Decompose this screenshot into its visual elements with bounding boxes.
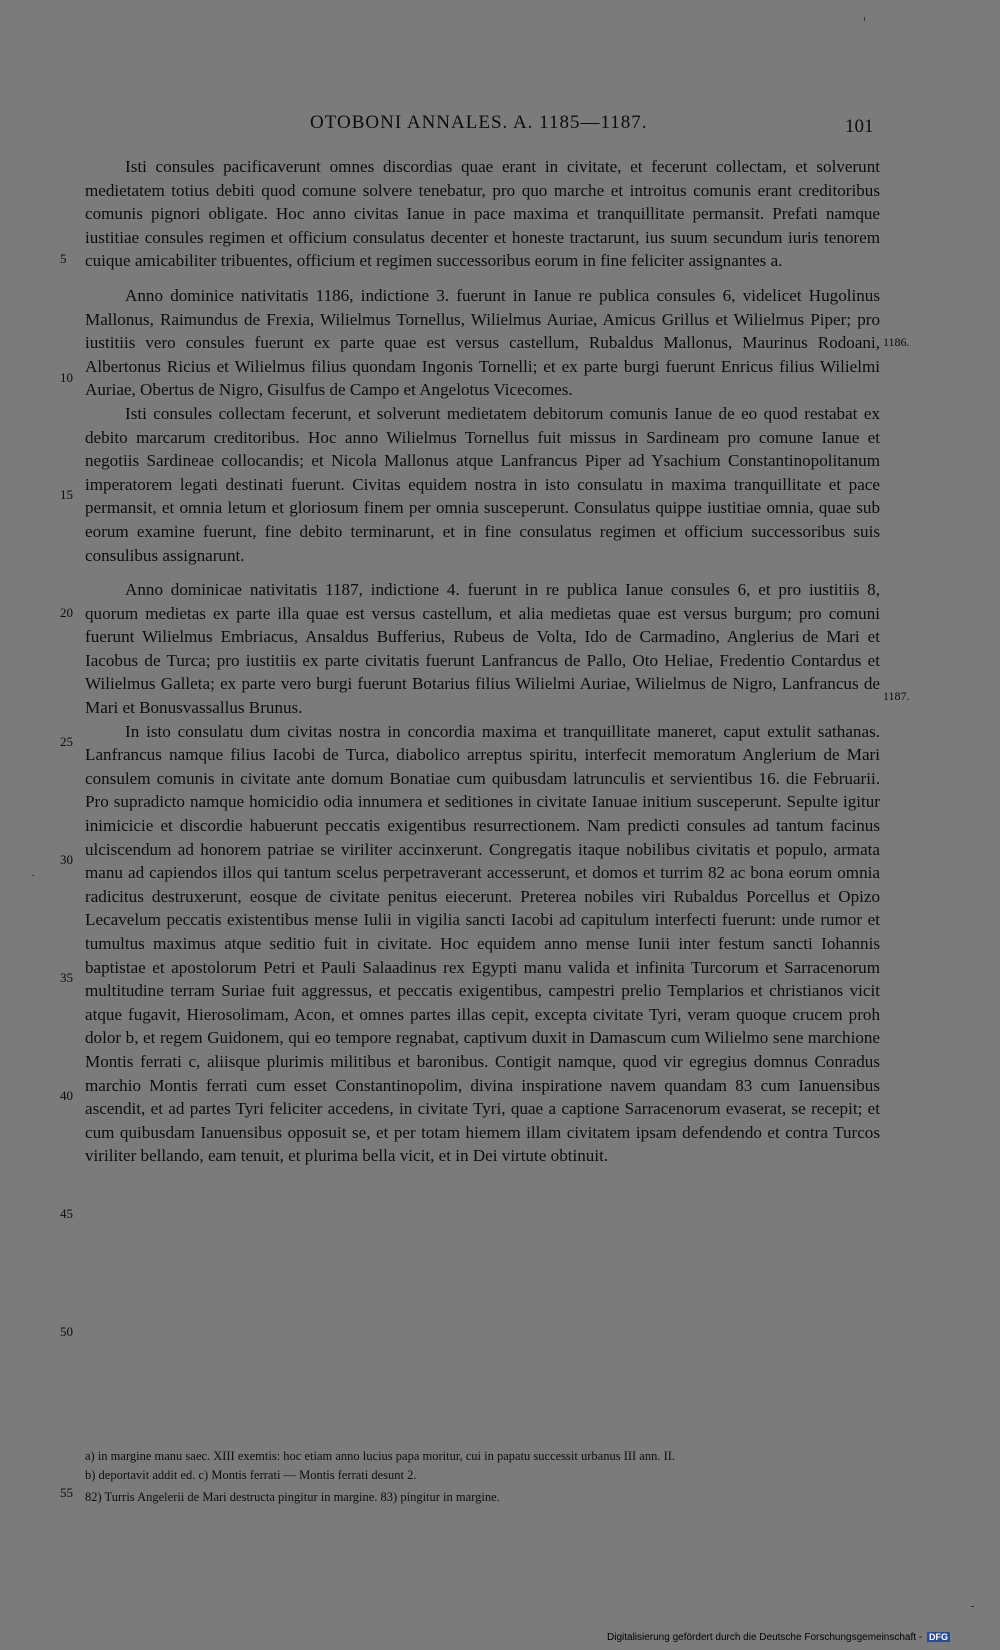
paragraph-3: Isti consules collectam fecerunt, et solverunt medietatem debitorum comunis Ianue de eo quod restabat ex debito marcarum creditoribus. Hoc anno Wilielmus Tornellus fuit missus in Sardineam pro comune Ianue et negotiis Sardineae collocandis; et Nicola Mallonus atque Lanfrancus Piper ad Ysachium Constantinopolitanum imperatorem legati destinati fuerunt. Civitas equidem nostra in isto consulatu in maxima tranquillitate et pace permansit, et omnia letum et gloriosum finem per omnia susceperunt. Consulatus quippe iustitiae omnia, quae sub eorum examine fuerunt, fine debito terminarunt, et in fine consulatus regimen et officium successoribus suis consulibus assignarunt.	[85, 403, 880, 565]
scan-speck	[971, 1606, 974, 1607]
line-number: 20	[60, 605, 73, 620]
paragraph-2: Anno dominice nativitatis 1186, indictione 3. fuerunt in Ianue re publica consules 6, videlicet Hugolinus Mallonus, Raimundus de Frexia, Wilielmus Tornellus, Wilielmus Auriae, Amicus Grillus et Wilielmus Piper; pro iustitiis vero consules fuerunt ex parte quae est versus castellum, Rubaldus Mallonus, Maurinus Rodoani, Albertonus Ricius et Wilielmus filius quondam Ingonis Tornelli; et ex parte burgi fuerunt Enricus filius Wilielmi Auriae, Obertus de Nigro, Gisulfus de Campo et Angelotus Vicecomes.	[85, 285, 880, 400]
line-number: 40	[60, 1088, 73, 1103]
line-number: 15	[60, 487, 73, 502]
scan-speck	[864, 17, 865, 21]
footnote-a: a) in margine manu saec. XIII exemtis: hoc etiam anno lucius papa moritur, cui in papatu successit urbanus III ann. II.	[85, 1449, 676, 1463]
dfg-logo: DFG	[928, 1632, 948, 1642]
line-number: 35	[60, 970, 73, 985]
year-marker-1187: 1187.	[883, 689, 910, 703]
paragraph-1: Isti consules pacificaverunt omnes discordias quae erant in civitate, et fecerunt collectam, et solverunt medietatem totius debiti quod comune solvere tenebatur, pro quo marche et introitus comunis erant creditoribus comunis pignori obligate. Hoc anno civitas Ianue in pace maxima et tranquillitate permansit. Prefati namque iustitiae consules regimen et officium consulatus decenter et honeste tractarunt, ius suum secundum iuris tenorem cuique amicabiliter tribuentes, officium et regimen successoribus eorum in fine feliciter assignantes a.	[85, 157, 880, 271]
page-number: 101	[845, 116, 874, 137]
footnote-notes: 82) Turris Angelerii de Mari destructa pingitur in margine. 83) pingitur in margine.	[85, 1490, 500, 1504]
line-number: 45	[60, 1206, 73, 1221]
line-number: 55	[60, 1485, 73, 1500]
line-number: 5	[60, 251, 67, 266]
line-number: 50	[60, 1324, 73, 1339]
credit-text: Digitalisierung gefördert durch die Deutsche Forschungsgemeinschaft -	[607, 1632, 923, 1643]
paragraph-5: In isto consulatu dum civitas nostra in concordia maxima et tranquillitate maneret, caput extulit sathanas. Lanfrancus namque filius Iacobi de Turca, diabolico arreptus spiritu, interfecit memoratum Anglerium de Mari consulem comunis in civitate ante domum Bonatiae cum quibusdam latrunculis et servientibus 16. die Februarii. Pro supradicto namque homicidio odia innumera et seditiones in civitate Ianuae initium susceperunt. Sepulte igitur inimicicie et discordie habuerunt peccatis exigentibus resurrectionem. Nam predicti consules ad tantum facinus ulciscendum ad honorem patriae se viriliter accinxerunt. Congregatis itaque nobilibus civitatis et populo, armata manu ad capiendos illos qui tantum scelus perpetraverant accesserunt, et domos et turrim 82 ac bona eorum omnia radicitus destruxerunt, eosque de civitate penitus eiecerunt. Preterea nobiles viri Rubaldus Porcellus et Opizo Lecavelum peccatis existentibus mense Iulii in vigilia sancti Iacobi ad capitulum interfecti fuerunt: unde rumor et tumultus maximus atque seditio fuit in civitate. Hoc equidem anno mense Iunii inter festum sancti Iohannis baptistae et apostolorum Petri et Pauli Salaadinus rex Egypti manu valida et infinita Turcorum et Sarracenorum multitudine terram Suriae fuit aggressus, et peccatis exigentibus, campestri prelio Templarios et christianos vicit atque fugavit, Hierosolimam, Acon, et omnes partes illas cepit, excepta civitate Tyri, veram quoque crucem proh dolor b, et regem Guidonem, qui eo tempore regnabat, captivum duxit in Damascum cum Wilielmo sene marchione Montis ferrati c, aliisque plurimis militibus et baronibus. Contigit namque, quod vir egregius domnus Conradus marchio Montis ferrati cum esset Constantinopolim, divina inspiratione navem quandam 83 cum Ianuensibus ascendit, et ad partes Tyri feliciter accedens, in civitate Tyri, quae a captione Sarracenorum evaserat, se recepit; et cum quibusdam Ianuensibus opposuit se, et per totam hiemem illam civitatem ipsam defendendo et contra Turcos viriliter bellando, eam tenuit, et plurima bella vicit, et in Dei virtute obtinuit.	[85, 721, 880, 1166]
line-number: 10	[60, 370, 73, 385]
line-number: 30	[60, 852, 73, 867]
footnote-bc: b) deportavit addit ed. c) Montis ferrati — Montis ferrati desunt 2.	[85, 1468, 417, 1482]
running-title: OTOBONI ANNALES. A. 1185—1187.	[310, 112, 648, 133]
line-number: 25	[60, 734, 73, 749]
paragraph-4: Anno dominicae nativitatis 1187, indictione 4. fuerunt in re publica Ianue consules 6, et pro iustitiis 8, quorum medietas ex parte illa quae est versus castellum, et alia medietas quae est versus burgum; pro comuni fuerunt Wilielmus Embriacus, Ansaldus Bufferius, Rubeus de Volta, Ido de Carmadino, Anglerius de Mari et Iacobus de Turca; pro iustitiis ex parte civitatis fuerunt Lanfrancus de Pallo, Oto Heliae, Fredentio Contardus et Wilielmus Galleta; ex parte vero burgi fuerunt Botarius filius Wilielmi Auriae, Wilielmus de Nigro, Lanfrancus de Mari et Bonusvassallus Brunus.	[85, 580, 880, 718]
scan-speck	[32, 875, 34, 876]
year-marker-1186: 1186.	[883, 335, 910, 349]
